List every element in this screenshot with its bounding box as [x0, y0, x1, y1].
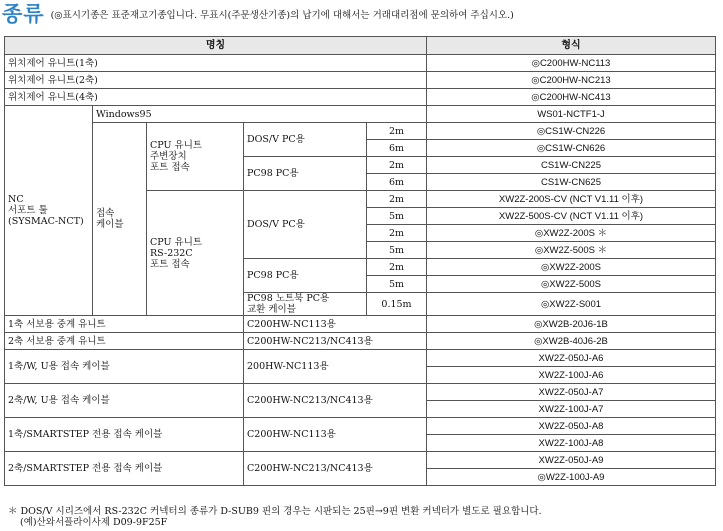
model-number: ◎CS1W-CN626 [427, 140, 716, 157]
model-number: ◎XW2B-20J6-1B [427, 316, 716, 333]
usage-label: C200HW-NC213/NC413용 [244, 384, 427, 418]
model-column-header: 형식 [427, 37, 716, 55]
table-row [5, 106, 716, 123]
model-number: XW2Z-100J-A8 [427, 435, 716, 452]
rs232c-port-label: CPU 유니트 RS-232C 포트 접속 [147, 191, 244, 316]
table-row [5, 333, 716, 350]
model-number: CS1W-CN225 [427, 157, 716, 174]
product-name: 1축/W, U용 접속 케이블 [5, 350, 244, 384]
product-table [4, 36, 716, 486]
cable-length: 6m [367, 140, 427, 157]
model-number: XW2Z-200S-CV (NCT V1.11 이후) [427, 191, 716, 208]
table-row [5, 384, 716, 401]
model-number: ◎C200HW-NC213 [427, 72, 716, 89]
model-number: ◎XW2Z-200S ＊ [427, 225, 716, 242]
cable-length: 2m [367, 157, 427, 174]
connection-cable-label: 접속 케이블 [93, 123, 147, 316]
model-number: ◎XW2Z-200S [427, 259, 716, 276]
product-name: 위치제어 유니트(4축) [5, 89, 427, 106]
product-name: 2축 서보용 중계 유니트 [5, 333, 244, 350]
cable-length: 2m [367, 259, 427, 276]
cable-length: 5m [367, 208, 427, 225]
cable-length: 2m [367, 225, 427, 242]
model-number: WS01-NCTF1-J [427, 106, 716, 123]
cable-length: 2m [367, 191, 427, 208]
product-name: 2축/SMARTSTEP 전용 접속 케이블 [5, 452, 244, 486]
table-row [5, 72, 716, 89]
product-name: 1축/SMARTSTEP 전용 접속 케이블 [5, 418, 244, 452]
model-number: ◎C200HW-NC113 [427, 55, 716, 72]
model-number: ◎W2Z-100J-A9 [427, 469, 716, 486]
model-number: CS1W-CN625 [427, 174, 716, 191]
name-column-header: 명칭 [5, 37, 427, 55]
cable-length: 5m [367, 242, 427, 259]
product-name: 1축 서보용 중계 유니트 [5, 316, 244, 333]
page-heading [2, 1, 514, 25]
model-number: XW2Z-100J-A6 [427, 367, 716, 384]
page-title: 종류 [2, 2, 45, 26]
usage-label: C200HW-NC113용 [244, 418, 427, 452]
cable-length: 5m [367, 276, 427, 293]
table-row [5, 452, 716, 469]
model-number: XW2Z-050J-A8 [427, 418, 716, 435]
footnote-line: ＊ DOS/V 시리즈에서 RS-232C 커넥터의 종류가 D-SUB9 핀의 경우는 시판되는 25핀→9핀 변환 커넥터가 별도로 필요합니다. [8, 506, 542, 517]
cable-length: 2m [367, 123, 427, 140]
footnote [8, 506, 542, 528]
pc-type-label: DOS/V PC용 [244, 191, 367, 259]
table-row [5, 316, 716, 333]
usage-label: C200HW-NC213/NC413용 [244, 452, 427, 486]
usage-label: C200HW-NC113용 [244, 316, 427, 333]
model-number: ◎XW2B-40J6-2B [427, 333, 716, 350]
model-number: XW2Z-500S-CV (NCT V1.11 이후) [427, 208, 716, 225]
footnote-example: (예)산와서플라이사제 D09-9F25F [20, 517, 168, 528]
notebook-pc-label: PC98 노트북 PC용 교환 케이블 [244, 293, 367, 316]
model-number: XW2Z-050J-A7 [427, 384, 716, 401]
pc-type-label: PC98 PC용 [244, 157, 367, 191]
table-row [5, 89, 716, 106]
model-number: ◎XW2Z-500S ＊ [427, 242, 716, 259]
pc-type-label: DOS/V PC용 [244, 123, 367, 157]
windows-label: Windows95 [93, 106, 427, 123]
product-name: 2축/W, U용 접속 케이블 [5, 384, 244, 418]
usage-label: 200HW-NC113용 [244, 350, 427, 384]
pc-type-label: PC98 PC용 [244, 259, 367, 293]
usage-label: C200HW-NC213/NC413용 [244, 333, 427, 350]
stock-note: (◎표시기종은 표준재고기종입니다. 무표시(주문생산기종)의 납기에 대해서는 거래대리점에 문의하여 주십시오.) [50, 10, 514, 21]
model-number: ◎XW2Z-S001 [427, 293, 716, 316]
product-name: 위치제어 유니트(2축) [5, 72, 427, 89]
model-number: XW2Z-050J-A6 [427, 350, 716, 367]
cable-length: 6m [367, 174, 427, 191]
model-number: XW2Z-050J-A9 [427, 452, 716, 469]
table-row [5, 350, 716, 367]
nc-support-tool-label: NC 서포트 툴 (SYSMAC-NCT) [5, 106, 93, 316]
model-number: ◎XW2Z-500S [427, 276, 716, 293]
peripheral-port-label: CPU 유니트 주변장치 포트 접속 [147, 123, 244, 191]
table-row [5, 123, 716, 140]
table-row [5, 418, 716, 435]
table-row [5, 55, 716, 72]
table-header-row [5, 37, 716, 55]
model-number: XW2Z-100J-A7 [427, 401, 716, 418]
product-name: 위치제어 유니트(1축) [5, 55, 427, 72]
cable-length: 0.15m [367, 293, 427, 316]
model-number: ◎CS1W-CN226 [427, 123, 716, 140]
model-number: ◎C200HW-NC413 [427, 89, 716, 106]
